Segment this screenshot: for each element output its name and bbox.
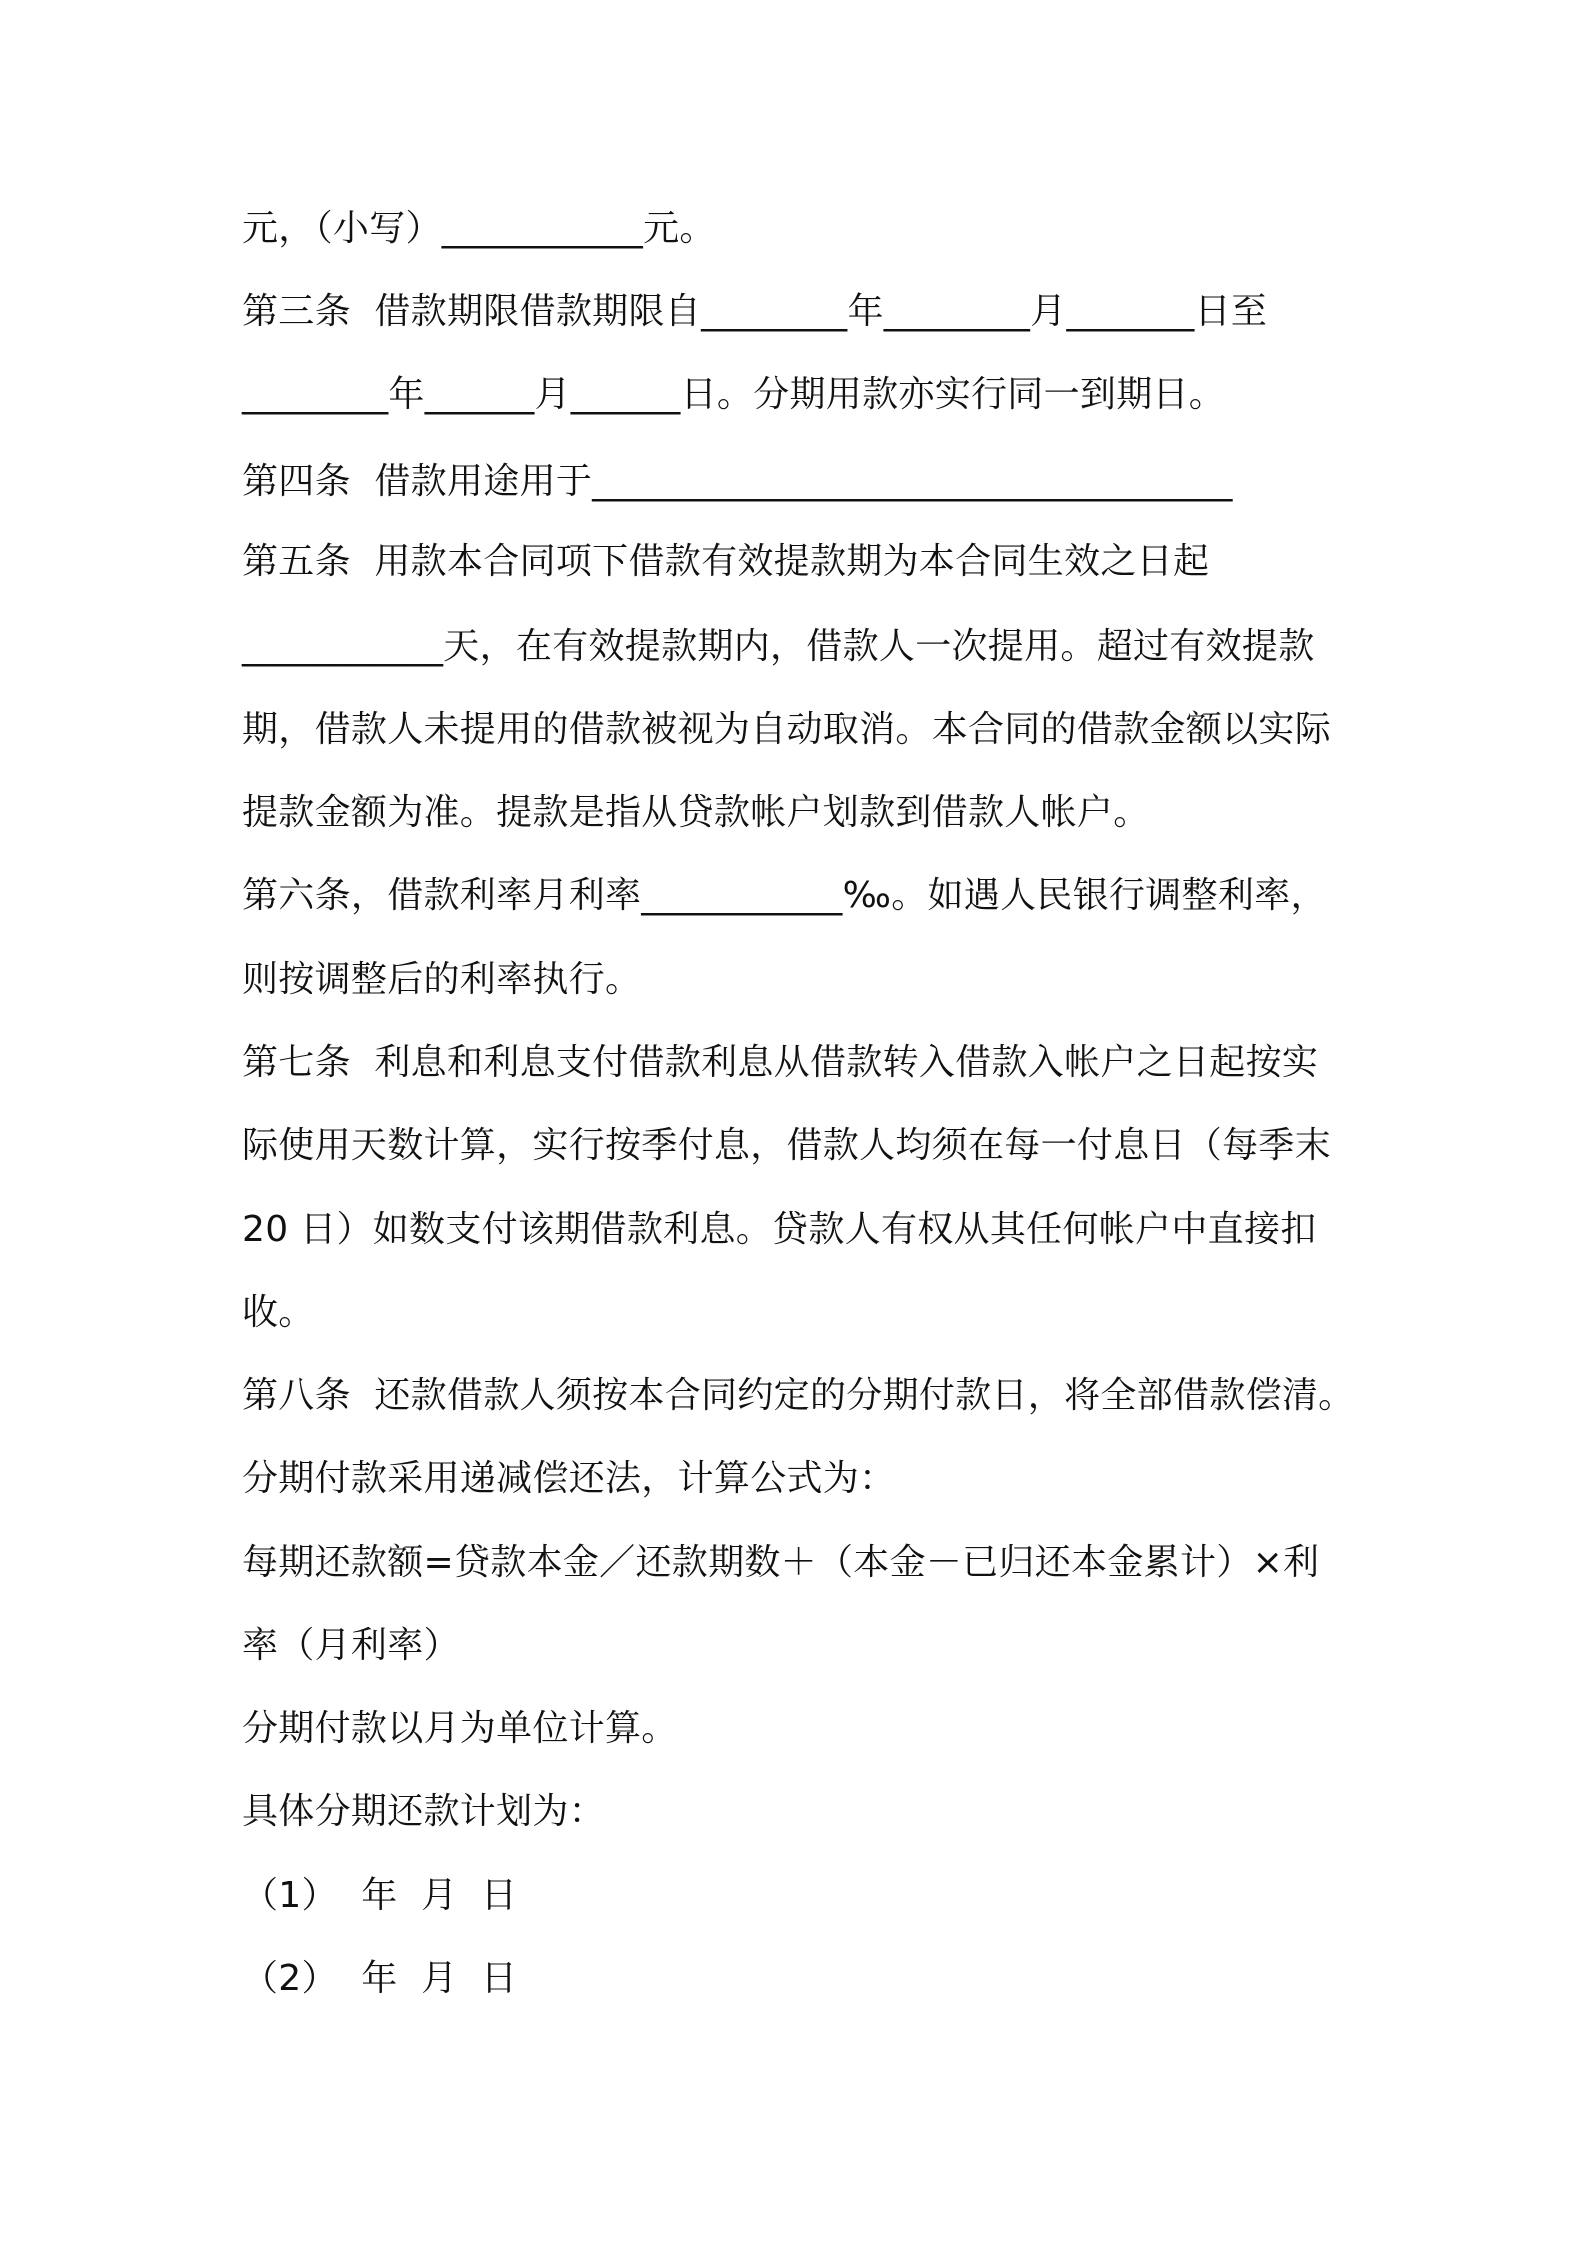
text-line: 提款金额为准。提款是指从贷款帐户划款到借款人帐户。 [242,792,1150,833]
text-line: 元，（小写）___________元。 [242,208,716,249]
text-line: 第四条 借款用途用于___________________________________ [242,461,1233,502]
text-line: 分期付款采用递减偿还法，计算公式为： [242,1458,896,1499]
text-line: 第八条 还款借款人须按本合同约定的分期付款日，将全部借款偿清。 [242,1375,1355,1416]
text-line: 期，借款人未提用的借款被视为自动取消。本合同的借款金额以实际 [242,709,1332,750]
text-line: 每期还款额=贷款本金／还款期数＋（本金－已归还本金累计）×利 [242,1542,1320,1583]
text-line: 第三条 借款期限借款期限自________年________月_______日至 [242,291,1268,332]
text-line: 收。 [242,1292,315,1333]
text-line: ___________天，在有效提款期内，借款人一次提用。超过有效提款 [242,626,1315,667]
text-line: ________年______月______日。分期用款亦实行同一到期日。 [242,374,1226,415]
text-line: 第五条 用款本合同项下借款有效提款期为本合同生效之日起 [242,541,1210,582]
text-line: 第六条，借款利率月利率___________‰。如遇人民银行调整利率， [242,875,1327,916]
text-line: 率（月利率） [242,1625,460,1666]
text-line: 分期付款以月为单位计算。 [242,1708,678,1749]
text-line: 际使用天数计算，实行按季付息，借款人均须在每一付息日（每季末 [242,1125,1332,1166]
text-line: 第七条 利息和利息支付借款利息从借款转入借款入帐户之日起按实 [242,1042,1319,1083]
text-line: 20 日）如数支付该期借款利息。贷款人有权从其任何帐户中直接扣 [242,1209,1317,1250]
text-line: 则按调整后的利率执行。 [242,959,642,1000]
text-line: （2） 年 月 日 [242,1958,518,1999]
text-line: （1） 年 月 日 [242,1875,518,1916]
text-line: 具体分期还款计划为： [242,1791,606,1832]
